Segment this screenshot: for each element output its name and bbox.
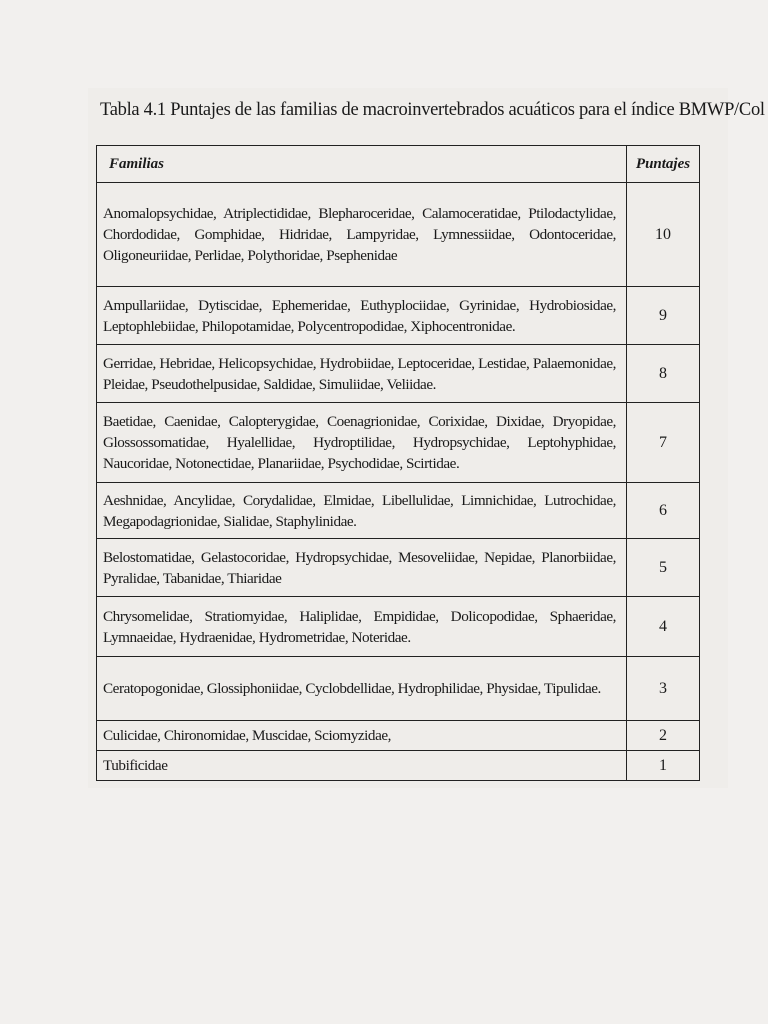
- table-row: [97, 345, 700, 403]
- header-scores: Puntajes: [627, 146, 700, 183]
- score-cell: 10: [627, 183, 700, 287]
- table-row: [97, 287, 700, 345]
- score-cell: 2: [627, 721, 700, 751]
- score-cell: 5: [627, 539, 700, 597]
- table-row: [97, 721, 700, 751]
- table-row: [97, 183, 700, 287]
- table-row: [97, 657, 700, 721]
- header-families: Familias: [97, 146, 627, 183]
- bmwp-scores-table: [96, 145, 700, 781]
- score-cell: 8: [627, 345, 700, 403]
- score-cell: 3: [627, 657, 700, 721]
- table-row: [97, 483, 700, 539]
- table-row: [97, 539, 700, 597]
- score-cell: 1: [627, 751, 700, 781]
- families-cell: Aeshnidae, Ancylidae, Corydalidae, Elmidae, Libellulidae, Limnichidae, Lutrochidae, Megapodagrionidae, Sialidae, Staphylinidae.: [97, 483, 627, 539]
- families-cell: Culicidae, Chironomidae, Muscidae, Sciomyzidae,: [97, 721, 627, 751]
- score-cell: 7: [627, 403, 700, 483]
- score-cell: 4: [627, 597, 700, 657]
- families-cell: Tubificidae: [97, 751, 627, 781]
- score-cell: 6: [627, 483, 700, 539]
- table-caption: Tabla 4.1 Puntajes de las familias de macroinvertebrados acuáticos para el índice BMWP/Col: [100, 100, 765, 120]
- table-row: [97, 403, 700, 483]
- families-cell: Gerridae, Hebridae, Helicopsychidae, Hydrobiidae, Leptoceridae, Lestidae, Palaemonidae, Pleidae, Pseudothelpusidae, Saldidae, Simuliidae, Veliidae.: [97, 345, 627, 403]
- table-row: [97, 597, 700, 657]
- families-cell: Chrysomelidae, Stratiomyidae, Haliplidae, Empididae, Dolicopodidae, Sphaeridae, Lymnaeidae, Hydraenidae, Hydrometridae, Noteridae.: [97, 597, 627, 657]
- score-cell: 9: [627, 287, 700, 345]
- table-header-row: [97, 146, 700, 183]
- families-cell: Anomalopsychidae, Atriplectididae, Blepharoceridae, Calamoceratidae, Ptilodactylidae, Chordodidae, Gomphidae, Hidridae, Lampyridae, Lymnessiidae, Odontoceridae, Oligoneuriidae, Perlidae, Polythoridae, Psephenidae: [97, 183, 627, 287]
- families-cell: Ceratopogonidae, Glossiphoniidae, Cyclobdellidae, Hydrophilidae, Physidae, Tipulidae.: [97, 657, 627, 721]
- table-row: [97, 751, 700, 781]
- families-cell: Ampullariidae, Dytiscidae, Ephemeridae, Euthyplociidae, Gyrinidae, Hydrobiosidae, Leptophlebiidae, Philopotamidae, Polycentropodidae, Xiphocentronidae.: [97, 287, 627, 345]
- families-cell: Baetidae, Caenidae, Calopterygidae, Coenagrionidae, Corixidae, Dixidae, Dryopidae, Glossossomatidae, Hyalellidae, Hydroptilidae, Hydropsychidae, Leptohyphidae, Naucoridae, Notonectidae, Planariidae, Psychodidae, Scirtidae.: [97, 403, 627, 483]
- families-cell: Belostomatidae, Gelastocoridae, Hydropsychidae, Mesoveliidae, Nepidae, Planorbiidae, Pyralidae, Tabanidae, Thiaridae: [97, 539, 627, 597]
